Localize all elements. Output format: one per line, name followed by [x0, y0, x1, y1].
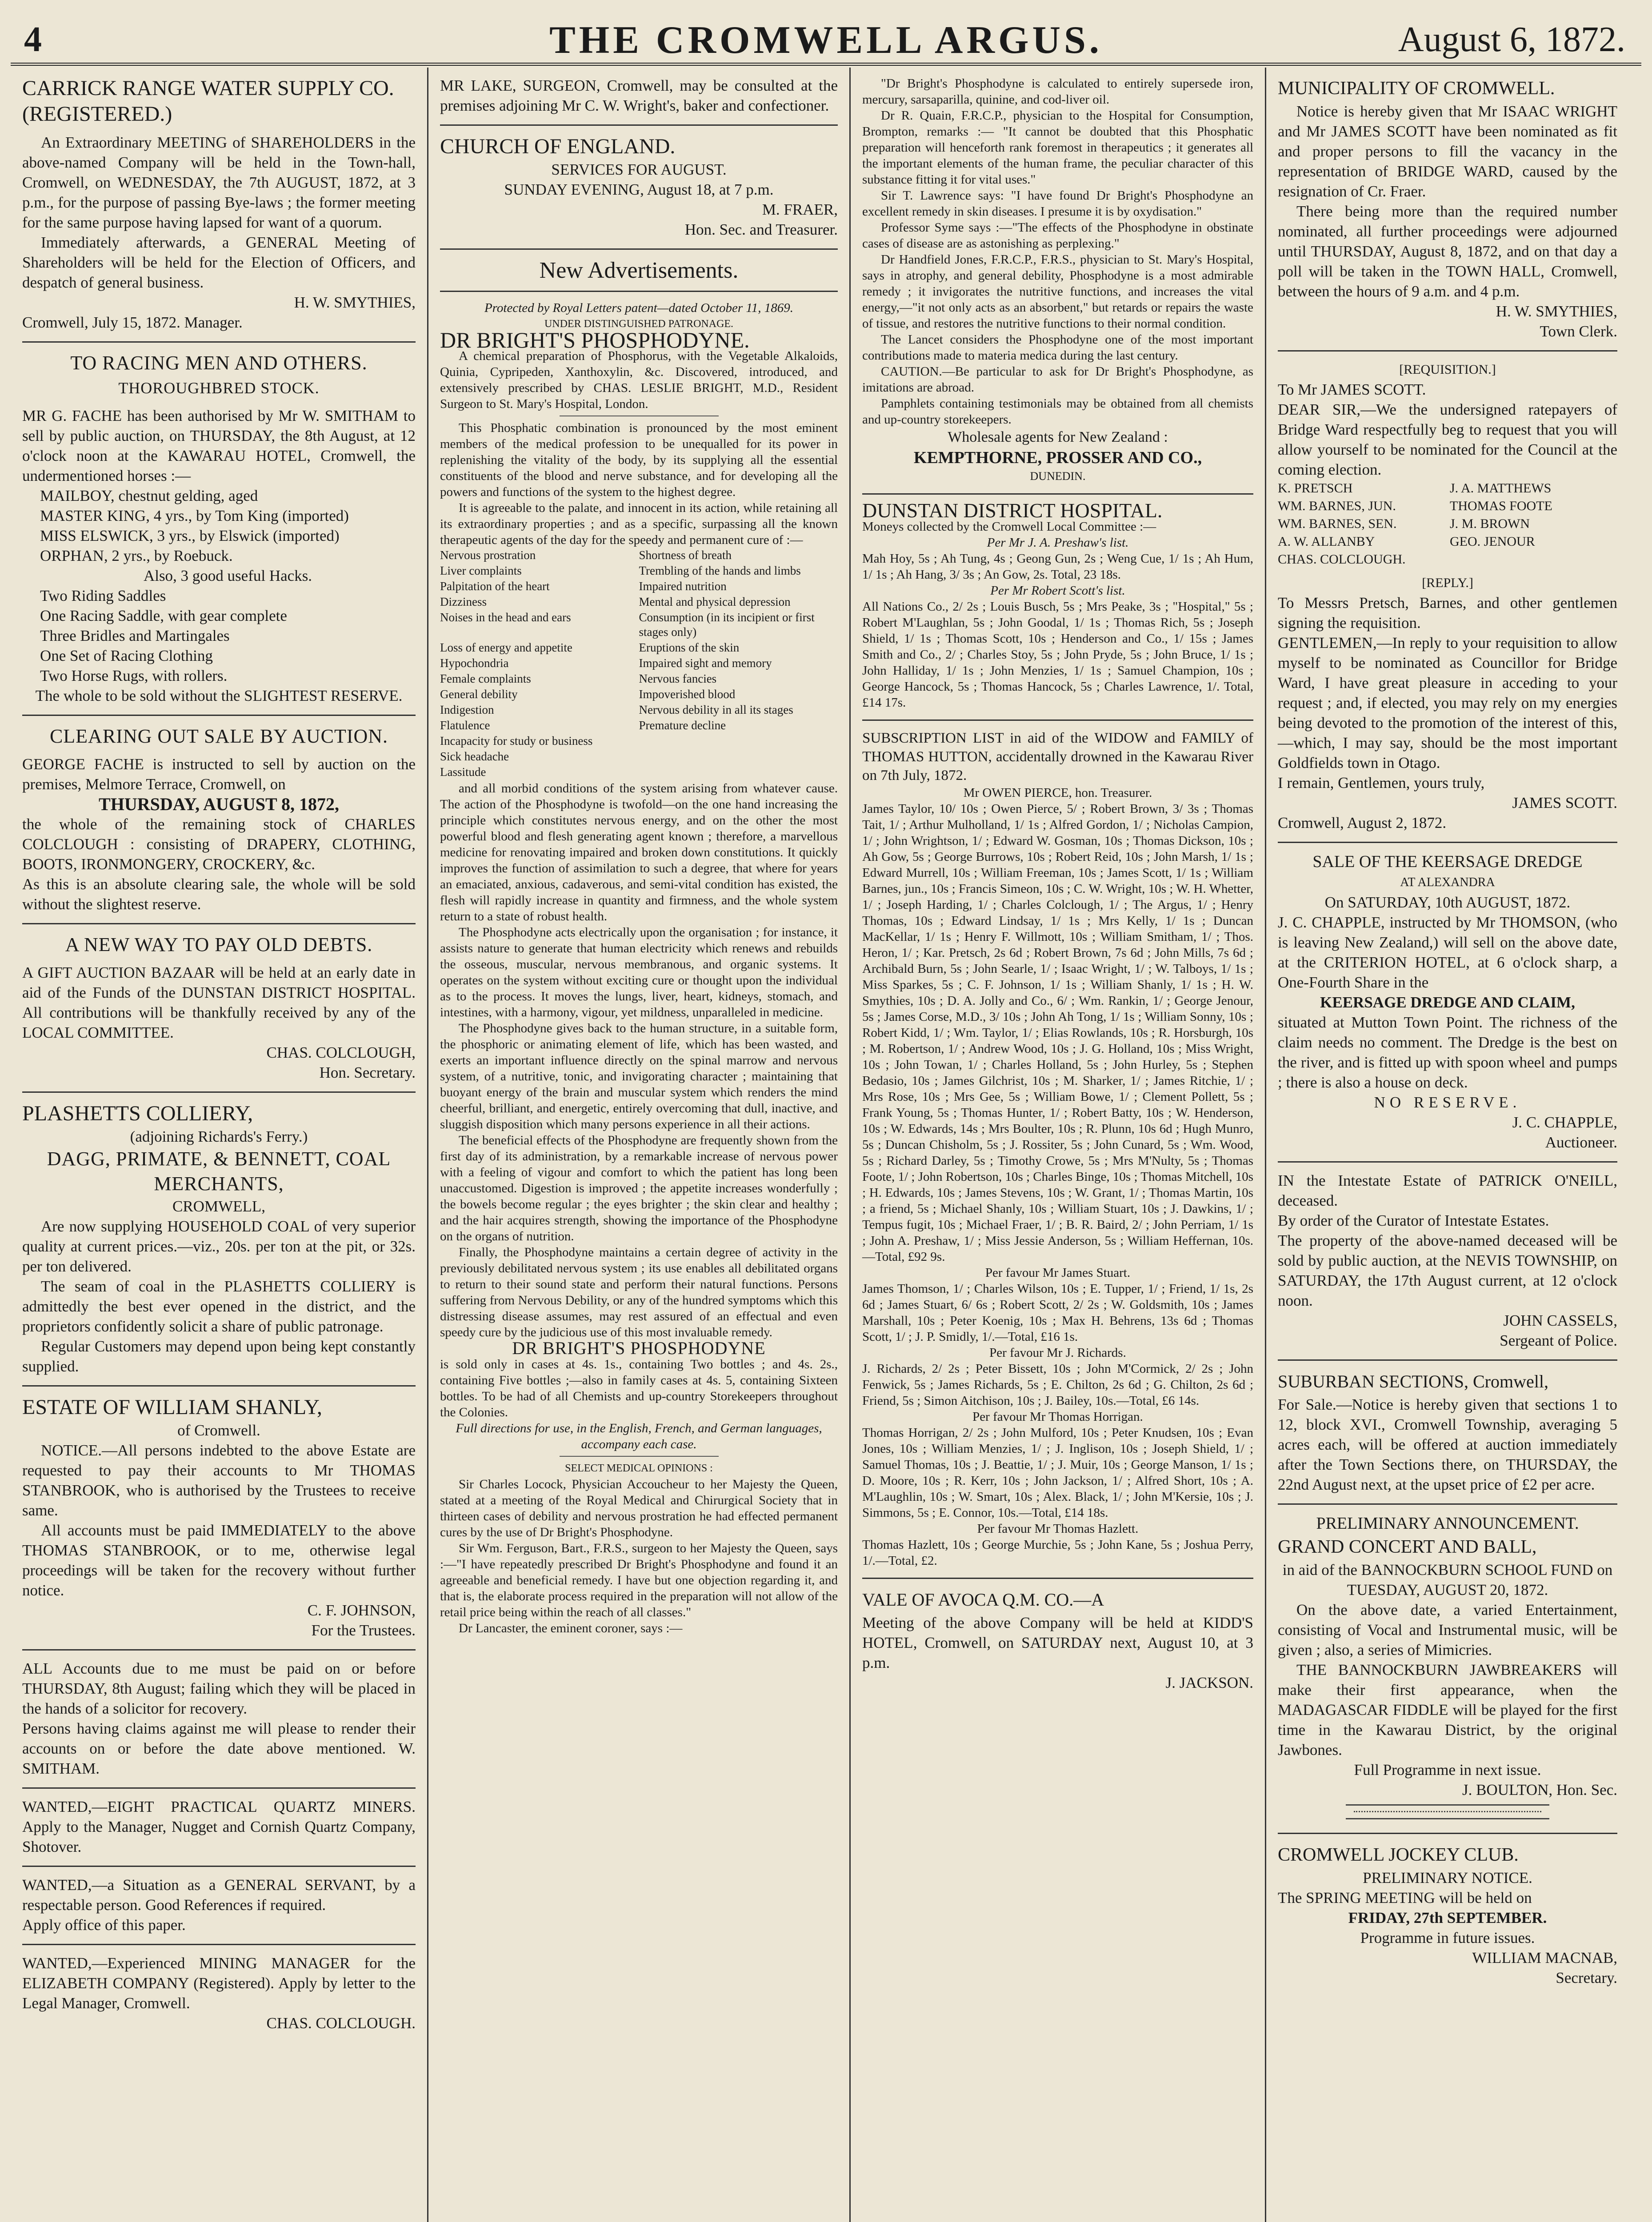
condition-cell: Female complaints	[440, 672, 531, 685]
ad-date: THURSDAY, AUGUST 8, 1872,	[99, 794, 339, 814]
ad-body: Immediately afterwards, a GENERAL Meeting of Shareholders will be held for the Election of Officers, and despatch of general business.	[22, 234, 416, 291]
ad-reserve: NO RESERVE.	[1374, 1094, 1521, 1111]
ad-body: The Lancet considers the Phosphodyne one of the most important contributions made to materia medica during the last century.	[862, 332, 1253, 363]
condition-cell: Impaired nutrition	[639, 579, 727, 593]
ad-body: A GIFT AUCTION BAZAAR will be held at an early date in aid of the Funds of the DUNSTAN DISTRICT HOSPITAL. All contributions will be thankfully received by any of the LOCAL COMMITTEE.	[22, 964, 416, 1041]
ad-body: THE BANNOCKBURN JAWBREAKERS will make their first appearance, when the MADAGASCAR FIDDLE will be played for the first time in the Kawarau District, by the original Jawbones.	[1278, 1661, 1617, 1758]
ad-heading: DR BRIGHT'S PHOSPHODYNE.	[440, 328, 750, 352]
ad-plashetts	[22, 1093, 416, 1387]
list-item: Three Bridles and Martingales	[40, 627, 230, 644]
condition-cell: Loss of energy and appetite	[440, 641, 572, 654]
condition-cell: General debility	[440, 687, 518, 701]
condition-cell: Liver complaints	[440, 564, 522, 577]
newspaper-title: THE CROMWELL ARGUS.	[549, 19, 1103, 62]
signatory: J. M. BROWN	[1450, 516, 1530, 531]
condition-row	[440, 579, 838, 595]
list-item: MASTER KING, 4 yrs., by Tom King (imported)	[40, 507, 349, 524]
ad-lake-surgeon	[440, 68, 838, 126]
ad-signer: JAMES SCOTT.	[1512, 794, 1617, 811]
ad-heading: CROMWELL JOCKEY CLUB.	[1278, 1845, 1519, 1865]
ad-heading: VALE OF AVOCA Q.M. CO.—A	[862, 1590, 1104, 1610]
condition-row	[440, 687, 838, 703]
ad-firm: DAGG, PRIMATE, & BENNETT, COAL MERCHANTS,	[47, 1148, 391, 1195]
condition-cell: Impaired sight and memory	[639, 656, 772, 670]
ad-heading: A NEW WAY TO PAY OLD DEBTS.	[65, 934, 373, 955]
ad-subheading: (adjoining Richards's Ferry.)	[130, 1128, 308, 1145]
columns	[11, 68, 1641, 2222]
ad-agents-name: KEMPTHORNE, PROSSER AND CO.,	[913, 448, 1202, 467]
ad-subheading: THOROUGHBRED STOCK.	[118, 379, 320, 397]
condition-cell: Dizziness	[440, 595, 487, 608]
column-2	[428, 68, 851, 2222]
ad-body: the whole of the remaining stock of CHARLES COLCLOUGH : consisting of DRAPERY, CLOTHING, BOOTS, IRONMONGERY, CROCKERY, &c.	[22, 815, 416, 873]
condition-cell: Incapacity for study or business	[440, 734, 593, 747]
ad-body: is sold only in cases at 4s. 1s., containing Two bottles ; and 4s. 2s., containing Five bottles ;—also in family cases at 4s. 5, containing Sixteen bottles. To be had of all Chemists and up-country Storekeepers throughout the Colonies.	[440, 1357, 838, 1419]
ad-brights-phosphodyne	[440, 292, 838, 1641]
condition-row	[440, 595, 838, 610]
ad-signer: JOHN CASSELS,	[1503, 1312, 1617, 1329]
ad-signer: H. W. SMYTHIES,	[294, 294, 416, 311]
ad-church	[440, 126, 838, 250]
ad-vale-of-avoca	[862, 1579, 1253, 1702]
ad-body: Thomas Hazlett, 10s ; George Murchie, 5s ; John Kane, 5s ; Joshua Perry, 1/.—Total, £2.	[862, 1538, 1253, 1568]
condition-row	[440, 640, 838, 656]
ad-opinions-heading: SELECT MEDICAL OPINIONS :	[565, 1463, 713, 1474]
condition-cell: Nervous fancies	[639, 672, 717, 685]
list-item: One Racing Saddle, with gear complete	[40, 607, 287, 624]
ad-heading: ESTATE OF WILLIAM SHANLY,	[22, 1395, 322, 1419]
ad-body: Pamphlets containing testimonials may be obtained from all chemists and up-country storekeepers.	[862, 396, 1253, 427]
condition-row	[440, 610, 838, 640]
ad-body: Sir T. Lawrence says: "I have found Dr Bright's Phosphodyne an excellent remedy in skin diseases. I presume it is by oxydisation."	[862, 188, 1253, 219]
ad-subheading: Per favour Mr Thomas Horrigan.	[972, 1410, 1143, 1424]
ad-subheading: PRELIMINARY NOTICE.	[1363, 1869, 1532, 1886]
condition-cell: Nervous debility in all its stages	[639, 703, 793, 716]
ad-agents-town: DUNEDIN.	[1030, 470, 1086, 483]
condition-row	[440, 718, 838, 734]
list-item: ORPHAN, 2 yrs., by Roebuck.	[40, 547, 233, 564]
signatory: WM. BARNES, JUN.	[1278, 499, 1396, 513]
ad-body: NOTICE.—All persons indebted to the above Estate are requested to pay their accounts to Mr THOMAS STANBROOK, who is authorised by the Trustees to receive same.	[22, 1442, 416, 1519]
condition-row	[440, 749, 838, 765]
ad-subheading: Per favour Mr Thomas Hazlett.	[977, 1522, 1139, 1536]
ad-directions: Full directions for use, in the English, French, and German languages, accompany each case.	[456, 1421, 822, 1451]
condition-cell: Consumption (in its incipient or first stages only)	[639, 611, 815, 639]
ad-heading-2: DR BRIGHT'S PHOSPHODYNE	[512, 1338, 766, 1358]
ad-body: Moneys collected by the Cromwell Local Committee :—	[862, 520, 1156, 534]
ad-body: in aid of the BANNOCKBURN SCHOOL FUND on TUESDAY, AUGUST 20, 1872.	[1282, 1561, 1613, 1599]
ad-brights-continued	[862, 68, 1253, 495]
signatory: GEO. JENOUR	[1450, 534, 1535, 549]
ad-wanted-miners	[22, 1789, 416, 1867]
ad-heading: PLASHETTS COLLIERY,	[22, 1102, 253, 1125]
ad-signer: J. C. CHAPPLE,	[1512, 1114, 1617, 1131]
column-3	[851, 68, 1266, 2222]
ad-body: "Dr Bright's Phosphodyne is calculated to entirely supersede iron, mercury, sarsaparilla, quinine, and cod-liver oil.	[862, 76, 1253, 107]
ad-role: Auctioneer.	[1545, 1134, 1617, 1151]
ad-body: The property of the above-named deceased will be sold by public auction, at the NEVIS TOWNSHIP, on SATURDAY, the 17th August current, at 12 o'clock noon.	[1278, 1232, 1617, 1309]
ad-body: Apply office of this paper.	[22, 1916, 186, 1934]
ad-body: J. Richards, 2/ 2s ; Peter Bissett, 10s ; John M'Cormick, 2/ 2s ; John Fenwick, 5s ; James Richards, 5s ; E. Chilton, 2s 6d ; G. Chilton, 2s 6d ; Friend, 5s ; Simon Aitchison, 10s ; J. Bailey, 10s.—Total, £6 14s.	[862, 1362, 1253, 1408]
ad-body: GEORGE FACHE is instructed to sell by auction on the premises, Melmore Terrace, Cromwell, on	[22, 755, 416, 793]
ad-body: Professor Syme says :—"The effects of the Phosphodyne in obstinate cases of disease are as astonishing as perplexing."	[862, 220, 1253, 251]
ad-body: Persons having claims against me will please to render their accounts on or before the date above mentioned. W. SMITHAM.	[22, 1720, 416, 1777]
ad-role: Hon. Sec. and Treasurer.	[684, 221, 838, 238]
ad-body: Finally, the Phosphodyne maintains a certain degree of activity in the previously debilitated nervous system ; its use enables all debilitated organs to return to their sound state and perform their natural functions. Persons suffering from Nervous Debility, or any of the hundred symptoms which this distressing disease assumes, may rest assured of an effectual and even speedy cure by the judicious use of this most invaluable remedy.	[440, 1245, 838, 1339]
ad-suburban-sections	[1278, 1361, 1617, 1505]
ad-body: All Nations Co., 2/ 2s ; Louis Busch, 5s ; Mrs Peake, 3s ; "Hospital," 5s ; Robert M'Laughlan, 5s ; John Goodal, 1/ 1s ; Thomas Rich, 5s ; Joseph Shield, 1/ 1s ; Thomas Scott, 10s ; Henderson and Co., 1/ 15s ; James Smith and Co., 2/ ; Charles Stoy, 5s ; John Pryde, 5s ; John Bruce, 1/ 1s ; John Halliday, 1/ 1s ; John Menzies, 1/ 1s ; Samuel Champion, 10s ; George Hancock, 5s ; Thomas Hancock, 5s ; Charles Lawrence, 1/. Total, £14 17s.	[862, 599, 1253, 710]
ad-body: DEAR SIR,—We the undersigned ratepayers of Bridge Ward respectfully beg to request that you will allow yourself to be nominated for the Council at the coming election.	[1278, 401, 1617, 478]
signatories	[1278, 480, 1617, 568]
condition-cell: Sick headache	[440, 750, 509, 763]
ad-body: This Phosphatic combination is pronounced by the most eminent members of the medical profession to be unequalled for its power in replenishing the vitality of the body, by its supplying all the essential constituents of the blood and nerve substance, and for developing all the powers and functions of the system to the highest degree.	[440, 421, 838, 499]
ad-heading: TO RACING MEN AND OTHERS.	[70, 352, 368, 374]
ad-date: FRIDAY, 27th SEPTEMBER.	[1348, 1909, 1547, 1926]
ad-hutton-subscription	[862, 721, 1253, 1579]
ad-body: James Thomson, 1/ ; Charles Wilson, 10s ; E. Tupper, 1/ ; Friend, 1/ 1s, 2s 6d ; James Stuart, 6/ 6s ; Robert Scott, 2/ 2s ; W. Goldsmith, 10s ; James Marshall, 10s ; Peter Koenig, 10s ; Max H. Behrens, 13s 6d ; Thomas Scott, 1/ ; J. P. Smidly, 1/.—Total, £16 1s.	[862, 1282, 1253, 1344]
ad-subheading: Per Mr J. A. Preshaw's list.	[987, 536, 1129, 550]
condition-cell	[639, 734, 838, 749]
ad-subheading: Per favour Mr J. Richards.	[989, 1346, 1126, 1360]
ad-body: Regular Customers may depend upon being kept constantly supplied.	[22, 1338, 416, 1375]
ad-signer: H. W. SMYTHIES,	[1496, 303, 1617, 320]
ad-body: There being more than the required number nominated, all further proceedings were adjourned until THURSDAY, August 8, 1872, and on that day a poll will be taken in the TOWN HALL, Cromwell, between the hours of 9 a.m. and 4 p.m.	[1278, 203, 1617, 300]
ad-body: Are now supplying HOUSEHOLD COAL of very superior quality at current prices.—viz., 20s. per ton at the pit, or 32s. per ton delivered.	[22, 1218, 416, 1275]
condition-cell	[639, 749, 838, 765]
decorative-flourish	[1346, 1804, 1549, 1819]
ad-heading: SUBURBAN SECTIONS, Cromwell,	[1278, 1371, 1548, 1391]
condition-cell: Lassitude	[440, 765, 486, 779]
ad-agents: Wholesale agents for New Zealand :	[948, 429, 1168, 445]
ad-clearing-sale	[22, 716, 416, 924]
ad-requisition	[1278, 352, 1617, 843]
condition-row	[440, 703, 838, 718]
ad-patent: Protected by Royal Letters patent—dated October 11, 1869.	[484, 301, 794, 315]
column-4	[1266, 68, 1629, 2222]
ad-body: Dr R. Quain, F.R.C.P., physician to the Hospital for Consumption, Brompton, remarks :— "It cannot be doubted that this Phosphatic preparation will henceforth rank foremost in therapeutics ; it generates all the important elements of the human frame, the peculiar character of this substance fitting it for vital uses."	[862, 108, 1253, 187]
ad-body: Thomas Horrigan, 2/ 2s ; John Mulford, 10s ; Peter Knudsen, 10s ; Evan Jones, 10s ; William Menzies, 1/ ; J. Inglison, 10s ; Joseph Shield, 1/ ; Samuel Thomas, 10s ; J. Beattie, 1/ ; J. Muir, 10s ; George Manson, 1/ 1s ; D. Moore, 10s ; R. Kerr, 10s ; John Jackson, 1/ ; Alfred Short, 10s ; A. M'Laughlin, 10s ; W. Smart, 10s ; Alex. Black, 1/ ; John M'Kersie, 10s ; J. Simmons, 5s ; E. Connor, 10s.—Total, £14 18s.	[862, 1426, 1253, 1520]
ad-body: MR LAKE, SURGEON, Cromwell, may be consulted at the premises adjoining Mr C. W. Wright's, baker and confectioner.	[440, 77, 838, 114]
ad-body: Sir Wm. Ferguson, Bart., F.R.S., surgeon to her Majesty the Queen, says :—"I have repeatedly prescribed Dr Bright's Phosphodyne and found it an agreeable and beneficial remedy. I have but one objection regarding it, and that is, the elaborate process required in the preparation will not allow of the retail price being within the reach of all classes."	[440, 1541, 838, 1619]
ad-body: A chemical preparation of Phosphorus, with the Vegetable Alkaloids, Quinia, Cypripeden, Xanthoxylin, &c. Discovered, introduced, and extensively prescribed by CHAS. LESLIE BRIGHT, M.D., Resident Surgeon to St. Mary's Hospital, London.	[440, 349, 838, 411]
ad-town: CROMWELL,	[172, 1198, 265, 1215]
ad-body: SUNDAY EVENING, August 18, at 7 p.m.	[504, 181, 774, 198]
ad-wanted-manager	[22, 1945, 416, 2042]
ad-signer: M. FRAER,	[762, 201, 838, 218]
list-item: Two Horse Rugs, with rollers.	[40, 667, 228, 684]
ad-carrick-range	[22, 68, 416, 343]
ad-label: [REQUISITION.]	[1399, 362, 1496, 377]
ad-heading: SALE OF THE KEERSAGE DREDGE	[1312, 852, 1583, 871]
ad-heading: CARRICK RANGE WATER SUPPLY CO. (REGISTERED.)	[22, 76, 394, 126]
ad-body: The Phosphodyne acts electrically upon the organisation ; for instance, it assists nature to generate that human electricity which renews and rebuilds the osseous, muscular, nervous membranous, and organic systems. It operates on the system without exciting cure or thought upon the individual as to the process. It moves the lungs, liver, heart, kidneys, stomach, and intestines, with a harmony, vigour, yet mildness, unparalleled in medicine.	[440, 925, 838, 1019]
ad-oneill-estate	[1278, 1163, 1617, 1361]
condition-cell: Mental and physical depression	[639, 595, 791, 608]
condition-row	[440, 765, 838, 780]
condition-row	[440, 563, 838, 579]
ad-signer: CHAS. COLCLOUGH.	[266, 2014, 416, 2032]
ad-heading: SUBSCRIPTION LIST in aid of the WIDOW and FAMILY of THOMAS HUTTON, accidentally drowned in the Kawarau River on 7th July, 1872.	[862, 730, 1253, 783]
condition-cell: Noises in the head and ears	[440, 611, 571, 624]
condition-cell: Nervous prostration	[440, 548, 536, 562]
ad-body: The seam of coal in the PLASHETTS COLLIERY is admittedly the best ever opened in the district, and the proprietors confidently solicit a share of public patronage.	[22, 1278, 416, 1335]
condition-cell: Hypochondria	[440, 656, 509, 670]
ad-body: ALL Accounts due to me must be paid on or before THURSDAY, 8th August; failing which they will be placed in the hands of a solicitor for recovery.	[22, 1660, 416, 1717]
ad-municipality	[1278, 68, 1617, 352]
ad-footer: Cromwell, July 15, 1872. Manager.	[22, 314, 243, 331]
ad-body: CAUTION.—Be particular to ask for Dr Bright's Phosphodyne, as imitations are abroad.	[862, 364, 1253, 395]
ad-label: [REPLY.]	[1422, 575, 1473, 590]
condition-row	[440, 671, 838, 687]
ad-body: Dr Lancaster, the eminent coroner, says :—	[459, 1621, 683, 1635]
ad-body: Sir Charles Locock, Physician Accoucheur to her Majesty the Queen, stated at a meeting of the Royal Medical and Chirurgical Society that in thirteen cases of debility and nervous prostration he had effected permanent cures by the use of Dr Bright's Phosphodyne.	[440, 1477, 838, 1539]
signatory: WM. BARNES, SEN.	[1278, 516, 1397, 531]
ad-racing	[22, 343, 416, 716]
ad-body: James Taylor, 10/ 10s ; Owen Pierce, 5/ ; Robert Brown, 3/ 3s ; Thomas Tait, 1/ ; Arthur Mulholland, 1/ 1s ; Alfred Gordon, 1/ ; Nicholas Campion, 1/ ; John Wrightson, 1/ ; Edward W. Gosman, 10s ; Thomas Dickson, 10s ; Ah Gow, 5s ; George Burrows, 10s ; Robert Reid, 10s ; John Marsh, 1/ 1s ; Edward Murrell, 10s ; William Freeman, 10s ; James Scott, 1/ 1s ; William Barnes, jun., 10s ; Francis Simeon, 10s ; C. W. Wright, 10s ; W. H. Whetter, 1/ ; Joseph Harding, 1/ ; Charles Colclough, 1/ ; The Argus, 1/ ; Henry Thomas, 10s ; Edward Lindsay, 1/ 1s ; Mrs Kelly, 1/ 1s ; Duncan MacKellar, 1/ 1s ; Henry F. Willmott, 10s ; William Smitham, 1/ ; Thos. Heron, 1/ ; Kar. Pretsch, 2s 6d ; Robert Brown, 7s 6d ; John Mills, 7s 6d ; Archibald Burn, 5s ; John Searle, 1/ ; Isaac Wright, 1/ ; W. Talboys, 1/ 1s ; Miss Sparkes, 5s ; C. F. Johnson, 1/ 1s ; William Shanly, 1/ 1s ; H. W. Smythies, 10s ; D. A. Jolly and Co., 6/ ; Wm. Rankin, 1/ ; George Jenour, 5s ; James Corse, M.D., 3/ 10s ; John Ah Tong, 1/ 1s ; William Sonny, 10s ; Robert Kidd, 1/ ; Wm. Taylor, 1/ ; Elias Rowlands, 10s ; R. Horsburgh, 10s ; M. Robertson, 1/ ; Andrew Wood, 10s ; J. G. Holland, 10s ; Miss Wright, 10s ; John Towan, 1/ ; Charles Holland, 5s ; John Hurley, 5s ; Stephen Bedasio, 10s ; James Gilchrist, 10s ; M. Sharker, 1/ ; James Ritchie, 1/ ; Mrs Rose, 10s ; Mrs Gee, 5s ; William Bowe, 1/ ; Clement Pollett, 5s ; Frank Young, 5s ; Thomas Hunter, 1/ ; Robert Batty, 10s ; W. Henderson, 10s ; W. Edwards, 14s ; Mrs Boulter, 10s ; R. Plunn, 10s 6d ; Hugh Munro, 5s ; Duncan Chisholm, 5s ; J. Rossiter, 5s ; John Cunard, 5s ; Wm. Wood, 5s ; Richard Darley, 5s ; Timothy Crowe, 5s ; Mrs M'Nulty, 5s ; Thomas Foote, 1/ ; John Robertson, 10s ; Charles Binge, 10s ; Thomas Mitchell, 10s ; H. Edwards, 10s ; James Stevens, 10s ; W. Grant, 1/ ; Thomas Martin, 10s ; a friend, 5s ; Michael Shanly, 10s ; William Stuart, 10s ; J. Dawkins, 1/ ; Tempus fugit, 10s ; Michael Fraer, 1/ ; B. R. Baird, 2/ ; John Perriam, 1/ 1s ; John A. Preshaw, 1/ ; Miss Jessie Anderson, 5s ; William Heffernan, 10s.—Total, £92 9s.	[862, 802, 1253, 1264]
ad-body: As this is an absolute clearing sale, the whole will be sold without the slightest reserve.	[22, 875, 416, 913]
condition-cell: Eruptions of the skin	[639, 641, 740, 654]
ad-body: The SPRING MEETING will be held on	[1278, 1889, 1532, 1906]
column-1	[11, 68, 428, 2222]
condition-cell: Impoverished blood	[639, 687, 736, 701]
ad-body: For Sale.—Notice is hereby given that sections 1 to 12, block XVI., Cromwell Township, averaging 5 acres each, will be offered at auction immediately after the Town Sections there, on THURSDAY, the 22nd August next, at the upset price of £2 per acre.	[1278, 1396, 1617, 1493]
ad-subheading: Per favour Mr James Stuart.	[985, 1266, 1131, 1280]
ad-banner: PRELIMINARY ANNOUNCEMENT.	[1316, 1514, 1579, 1533]
ad-heading: CLEARING OUT SALE BY AUCTION.	[49, 725, 388, 747]
ad-jockey-club	[1278, 1834, 1617, 1997]
ad-footer: Cromwell, August 2, 1872.	[1278, 814, 1447, 831]
ad-wanted-servant	[22, 1867, 416, 1945]
ad-close: I remain, Gentlemen, yours truly,	[1278, 774, 1485, 791]
ad-body: Mah Hoy, 5s ; Ah Tung, 4s ; Geong Gun, 2s ; Weng Cue, 1/ 1s ; Ah Hum, 1/ 1s ; Ah Hang, 3/ 3s ; An Gow, 2s. Total, 23 18s.	[862, 552, 1253, 582]
ad-body: All accounts must be paid IMMEDIATELY to the above THOMAS STANBROOK, or to me, otherwise legal proceedings will be taken for the recovery without further notice.	[22, 1522, 416, 1599]
condition-cell: Palpitation of the heart	[440, 579, 550, 593]
ad-treasurer: Mr OWEN PIERCE, hon. Treasurer.	[963, 786, 1152, 800]
ad-role: Secretary.	[1556, 1969, 1617, 1986]
ad-body: An Extraordinary MEETING of SHAREHOLDERS in the above-named Company will be held in the Town-hall, Cromwell, on WEDNESDAY, the 7th AUGUST, 1872, at 3 p.m., for the purpose of passing Bye-laws ; the former meeting for the same purpose having lapsed for want of a quorum.	[22, 134, 416, 231]
ad-signer: J. JACKSON.	[1165, 1674, 1253, 1691]
ad-role: Hon. Secretary.	[319, 1064, 416, 1081]
ad-signer: C. F. JOHNSON,	[307, 1602, 416, 1619]
ad-accounts	[22, 1651, 416, 1789]
signatory: CHAS. COLCLOUGH.	[1278, 552, 1406, 567]
condition-cell: Premature decline	[639, 719, 726, 732]
list-item: MAILBOY, chestnut gelding, aged	[40, 487, 258, 504]
ad-role: For the Trustees.	[311, 1622, 416, 1639]
ad-new-way	[22, 924, 416, 1093]
conditions-table	[440, 548, 838, 780]
ad-body: and all morbid conditions of the system arising from whatever cause. The action of the Phosphodyne is twofold—on the one hand increasing the principle which constitutes nervous energy, and on the other the most powerful blood and flesh generating agent known ; therefore, a marvellous medicine for renovating impaired and broken down constitutions. It quickly improves the function of assimilation to such a degree, that where for years an emaciated, anxious, cadaverous, and semi-vital condition has existed, the flesh will rapidly increase in quantity and firmness, and the whole system return to a state of robust health.	[440, 781, 838, 923]
ad-body: Notice is hereby given that Mr ISAAC WRIGHT and Mr JAMES SCOTT have been nominated as fit and proper persons to fill the vacancy in the representation of BRIDGE WARD, caused by the resignation of Cr. Fraer.	[1278, 103, 1617, 200]
condition-cell: Trembling of the hands and limbs	[639, 564, 801, 577]
ad-subheading: of Cromwell.	[177, 1422, 260, 1439]
masthead	[11, 12, 1641, 66]
signatory: THOMAS FOOTE	[1450, 499, 1552, 513]
condition-cell: Indigestion	[440, 703, 494, 716]
condition-row	[440, 548, 838, 563]
issue-date: August 6, 1872.	[1398, 20, 1625, 59]
ad-place: AT ALEXANDRA	[1400, 875, 1495, 889]
condition-row	[440, 734, 838, 749]
ad-role: Town Clerk.	[1540, 323, 1617, 340]
ad-signer: WILLIAM MACNAB,	[1472, 1949, 1617, 1966]
section-banner: New Advertisements.	[440, 250, 838, 292]
ad-dunstan-hospital	[862, 495, 1253, 721]
ad-to: To Mr JAMES SCOTT.	[1278, 381, 1426, 398]
ad-body: The beneficial effects of the Phosphodyne are frequently shown from the first day of its administration, by a remarkable increase of nervous power with a feeling of vigour and comfort to which the patient has long been unaccustomed. Digestion is improved ; the appetite increases wonderfully ; the bowels become regular ; the eyes brighter ; the skin clear and healthy ; and the hair acquires strength, showing the importance of the Phosphodyne on the organs of nutrition.	[440, 1133, 838, 1243]
ad-share: KEERSAGE DREDGE AND CLAIM,	[1320, 994, 1575, 1011]
condition-row	[440, 656, 838, 671]
ad-body: Programme in future issues.	[1360, 1929, 1535, 1946]
ad-body: On the above date, a varied Entertainment, consisting of Vocal and Instrumental music, will be given ; also, a series of Mimicries.	[1278, 1601, 1617, 1659]
list-item: One Set of Racing Clothing	[40, 647, 213, 664]
ad-grand-concert	[1278, 1505, 1617, 1834]
signatory: J. A. MATTHEWS	[1450, 481, 1552, 496]
ad-body: WANTED,—Experienced MINING MANAGER for the ELIZABETH COMPANY (Registered). Apply by letter to the Legal Manager, Cromwell.	[22, 1954, 416, 2012]
ad-body: The Phosphodyne gives back to the human structure, in a suitable form, the phosphoric or animating element of life, which has been wasted, and exerts an important influence directly on the spinal marrow and nervous system, of a nutritive, tonic, and invigorating character ; maintaining that buoyant energy of the brain and muscular system which renders the mind cheerful, brilliant, and energetic, entirely overcoming that dull, inactive, and sluggish disposition which many persons experience in all their actions.	[440, 1021, 838, 1131]
ad-heading: IN the Intestate Estate of PATRICK O'NEILL, deceased.	[1278, 1172, 1617, 1209]
ad-body: WANTED,—EIGHT PRACTICAL QUARTZ MINERS. Apply to the Manager, Nugget and Cornish Quartz Company, Shotover.	[22, 1798, 416, 1855]
signatory: K. PRETSCH	[1278, 481, 1353, 496]
ad-signer: CHAS. COLCLOUGH,	[266, 1044, 416, 1061]
ad-body: SERVICES FOR AUGUST.	[551, 161, 727, 178]
ad-body: GENTLEMEN,—In reply to your requisition to allow myself to be nominated as Councillor for Bridge Ward, I have great pleasure in acceding to your request ; and, if elected, you may rely on my energies being devoted to the promotion of the interest of this,—which, I may say, should be the most important Goldfields town in Otago.	[1278, 634, 1617, 771]
ad-date: On SATURDAY, 10th AUGUST, 1872.	[1324, 894, 1571, 911]
condition-cell	[639, 765, 838, 780]
ad-patronage: UNDER DISTINGUISHED PATRONAGE.	[544, 318, 734, 330]
ad-body: MR G. FACHE has been authorised by Mr W. SMITHAM to sell by public auction, on THURSDAY, the 8th August, at 12 o'clock noon at the KAWARAU HOTEL, Cromwell, the undermentioned horses :—	[22, 407, 416, 484]
list-item: MISS ELSWICK, 3 yrs., by Elswick (imported)	[40, 527, 340, 544]
ad-subheading: By order of the Curator of Intestate Estates.	[1278, 1212, 1549, 1229]
ad-closing: The whole to be sold without the SLIGHTEST RESERVE.	[35, 687, 403, 704]
ad-subheading: Per Mr Robert Scott's list.	[990, 583, 1125, 598]
ad-body: Full Programme in next issue.	[1354, 1761, 1541, 1778]
ad-signer: J. BOULTON, Hon. Sec.	[1462, 1781, 1617, 1798]
ad-heading: CHURCH OF ENGLAND.	[440, 135, 676, 158]
page-number: 4	[24, 20, 42, 59]
ad-body: WANTED,—a Situation as a GENERAL SERVANT, by a respectable person. Good References if required.	[22, 1876, 416, 1914]
ad-to: To Messrs Pretsch, Barnes, and other gentlemen signing the requisition.	[1278, 594, 1617, 631]
ad-shanly-estate	[22, 1387, 416, 1651]
ad-role: Sergeant of Police.	[1500, 1332, 1617, 1349]
ad-body: Meeting of the above Company will be held at KIDD'S HOTEL, Cromwell, on SATURDAY next, August 10, at 3 p.m.	[862, 1614, 1253, 1671]
list-item: Two Riding Saddles	[40, 587, 166, 604]
ad-heading: MUNICIPALITY OF CROMWELL.	[1278, 78, 1555, 99]
ad-body: J. C. CHAPPLE, instructed by Mr THOMSON, (who is leaving New Zealand,) will sell on the above date, at the CRITERION HOTEL, at 6 o'clock sharp, a One-Fourth Share in the	[1278, 914, 1617, 991]
condition-cell: Flatulence	[440, 719, 490, 732]
condition-cell: Shortness of breath	[639, 548, 732, 562]
ad-heading: GRAND CONCERT AND BALL,	[1278, 1537, 1537, 1557]
ad-body: It is agreeable to the palate, and innocent in its action, while retaining all its extraordinary properties ; and as a specific, surpassing all the known therapeutic agents of the day for the speedy and permanent cure of :—	[440, 501, 838, 547]
ad-keersage-dredge	[1278, 843, 1617, 1163]
signatory: A. W. ALLANBY	[1278, 534, 1375, 549]
ad-body: situated at Mutton Town Point. The richness of the claim needs no comment. The Dredge is the best on the river, and is fitted up with spoon wheel and pumps ; there is also a house on deck.	[1278, 1014, 1617, 1091]
ad-heading: DUNSTAN DISTRICT HOSPITAL.	[862, 499, 1163, 522]
list-item: Also, 3 good useful Hacks.	[143, 567, 312, 584]
ad-body: Dr Handfield Jones, F.R.C.P., F.R.S., physician to St. Mary's Hospital, says in atrophy, and general debility, Phosphodyne is a most admirable remedy ; it invigorates the nutritive functions, and increases the vital energy,—"it not only acts as an absorbent," but retards or repairs the waste of tissue, and restores the nutritive functions to their normal condition.	[862, 252, 1253, 331]
